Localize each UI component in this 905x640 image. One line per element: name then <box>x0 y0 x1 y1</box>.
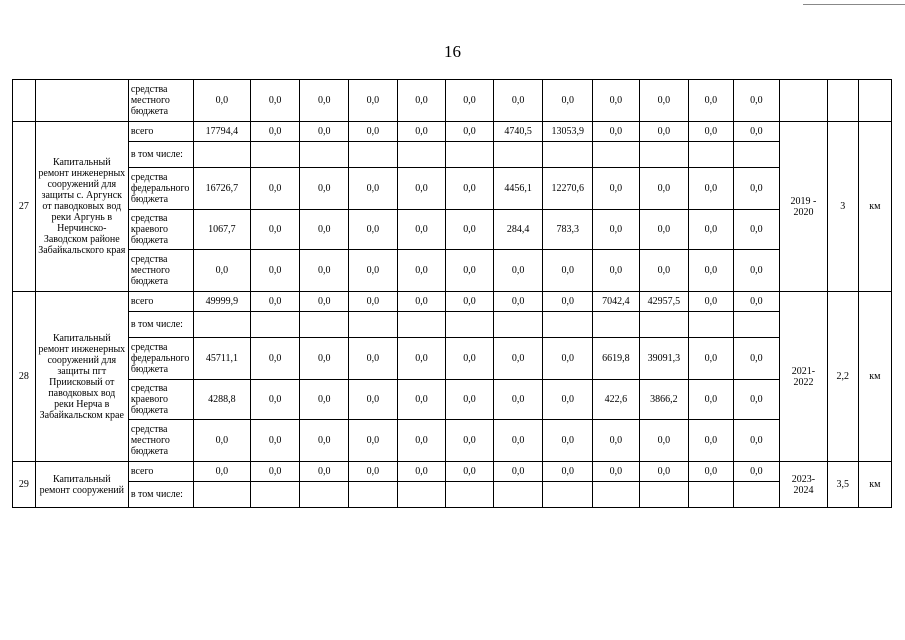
value-cell <box>349 312 398 338</box>
top-rule <box>803 4 905 5</box>
source-cell: средства местного бюджета <box>128 80 193 122</box>
value-cell: 0,0 <box>733 380 780 420</box>
value-cell: 0,0 <box>349 80 398 122</box>
value-cell <box>493 142 543 168</box>
value-cell: 0,0 <box>397 250 446 292</box>
value-cell <box>397 142 446 168</box>
value-cell: 284,4 <box>493 210 543 250</box>
value-cell: 0,0 <box>250 420 300 462</box>
value-cell: 0,0 <box>639 210 689 250</box>
value-cell <box>300 142 349 168</box>
table-row <box>13 338 892 380</box>
value-cell: 0,0 <box>543 420 593 462</box>
value-cell: 0,0 <box>543 250 593 292</box>
value-cell: 0,0 <box>593 420 640 462</box>
value-cell: 0,0 <box>349 380 398 420</box>
value-cell <box>733 312 780 338</box>
project-unit: км <box>858 462 891 508</box>
value-cell <box>689 312 733 338</box>
source-cell: в том числе: <box>128 312 193 338</box>
value-cell: 0,0 <box>689 462 733 482</box>
value-cell: 0,0 <box>493 292 543 312</box>
value-cell <box>639 312 689 338</box>
project-years: 2019 - 2020 <box>780 122 828 292</box>
value-cell: 0,0 <box>733 210 780 250</box>
value-cell: 0,0 <box>193 462 250 482</box>
value-cell: 17794,4 <box>193 122 250 142</box>
value-cell: 0,0 <box>250 80 300 122</box>
value-cell: 45711,1 <box>193 338 250 380</box>
value-cell <box>446 482 494 508</box>
value-cell <box>446 142 494 168</box>
value-cell <box>543 312 593 338</box>
value-cell: 42957,5 <box>639 292 689 312</box>
value-cell: 0,0 <box>446 168 494 210</box>
value-cell <box>250 312 300 338</box>
value-cell: 0,0 <box>446 210 494 250</box>
value-cell: 0,0 <box>543 462 593 482</box>
project-unit: км <box>858 122 891 292</box>
table-row <box>13 142 892 168</box>
value-cell <box>250 142 300 168</box>
value-cell: 0,0 <box>397 122 446 142</box>
value-cell: 12270,6 <box>543 168 593 210</box>
value-cell: 0,0 <box>446 122 494 142</box>
value-cell <box>300 482 349 508</box>
project-years: 2021-2022 <box>780 292 828 462</box>
value-cell: 0,0 <box>593 210 640 250</box>
value-cell: 0,0 <box>593 250 640 292</box>
source-cell: в том числе: <box>128 482 193 508</box>
table-row <box>13 210 892 250</box>
value-cell <box>193 312 250 338</box>
value-cell: 6619,8 <box>593 338 640 380</box>
table-row <box>13 462 892 482</box>
value-cell: 49999,9 <box>193 292 250 312</box>
value-cell: 0,0 <box>493 462 543 482</box>
value-cell: 0,0 <box>689 250 733 292</box>
value-cell <box>593 142 640 168</box>
value-cell: 0,0 <box>300 122 349 142</box>
value-cell: 0,0 <box>349 250 398 292</box>
value-cell: 0,0 <box>397 380 446 420</box>
value-cell: 0,0 <box>397 338 446 380</box>
value-cell: 0,0 <box>446 250 494 292</box>
page-number: 16 <box>444 42 461 61</box>
value-cell: 0,0 <box>193 80 250 122</box>
value-cell: 0,0 <box>733 122 780 142</box>
value-cell: 0,0 <box>493 250 543 292</box>
value-cell: 7042,4 <box>593 292 640 312</box>
budget-table <box>12 79 892 508</box>
value-cell <box>300 312 349 338</box>
project-name: Капитальный ремонт инженерных сооружений для защиты с. Аргунск от паводковых вод реки Аргунь в Нерчинско-Заводском районе Забайкальского края <box>35 122 128 292</box>
value-cell: 4288,8 <box>193 380 250 420</box>
value-cell: 0,0 <box>300 80 349 122</box>
value-cell: 0,0 <box>446 80 494 122</box>
value-cell: 0,0 <box>733 420 780 462</box>
value-cell: 0,0 <box>689 380 733 420</box>
value-cell: 0,0 <box>193 420 250 462</box>
source-cell: средства федерального бюджета <box>128 338 193 380</box>
project-number: 29 <box>13 462 36 508</box>
project-length: 3 <box>827 122 858 292</box>
project-length: 3,5 <box>827 462 858 508</box>
value-cell <box>543 482 593 508</box>
value-cell: 0,0 <box>493 420 543 462</box>
table-row <box>13 420 892 462</box>
value-cell: 0,0 <box>689 210 733 250</box>
value-cell <box>250 482 300 508</box>
value-cell: 0,0 <box>397 292 446 312</box>
value-cell <box>446 312 494 338</box>
value-cell: 0,0 <box>300 338 349 380</box>
value-cell <box>397 482 446 508</box>
value-cell: 0,0 <box>639 420 689 462</box>
value-cell: 0,0 <box>397 168 446 210</box>
project-number: 27 <box>13 122 36 292</box>
value-cell: 0,0 <box>639 80 689 122</box>
value-cell <box>733 142 780 168</box>
table-row <box>13 250 892 292</box>
table-row <box>13 122 892 142</box>
value-cell <box>593 482 640 508</box>
source-cell: всего <box>128 122 193 142</box>
value-cell: 4740,5 <box>493 122 543 142</box>
blank-cell <box>780 80 828 122</box>
source-cell: средства краевого бюджета <box>128 380 193 420</box>
value-cell <box>689 142 733 168</box>
value-cell: 0,0 <box>300 380 349 420</box>
value-cell: 39091,3 <box>639 338 689 380</box>
project-years: 2023-2024 <box>780 462 828 508</box>
value-cell: 0,0 <box>446 380 494 420</box>
value-cell: 0,0 <box>300 462 349 482</box>
value-cell: 0,0 <box>300 420 349 462</box>
value-cell: 0,0 <box>397 462 446 482</box>
value-cell: 0,0 <box>689 168 733 210</box>
source-cell: средства местного бюджета <box>128 420 193 462</box>
value-cell <box>639 482 689 508</box>
value-cell: 0,0 <box>733 462 780 482</box>
blank-cell <box>13 80 36 122</box>
source-cell: всего <box>128 462 193 482</box>
source-cell: средства федерального бюджета <box>128 168 193 210</box>
value-cell <box>543 142 593 168</box>
value-cell: 0,0 <box>593 168 640 210</box>
value-cell: 0,0 <box>733 80 780 122</box>
value-cell <box>349 142 398 168</box>
value-cell: 0,0 <box>593 122 640 142</box>
value-cell: 0,0 <box>543 80 593 122</box>
value-cell: 0,0 <box>733 250 780 292</box>
source-cell: средства местного бюджета <box>128 250 193 292</box>
project-name: Капитальный ремонт сооружений <box>35 462 128 508</box>
value-cell: 0,0 <box>250 292 300 312</box>
source-cell: в том числе: <box>128 142 193 168</box>
value-cell <box>689 482 733 508</box>
value-cell <box>349 482 398 508</box>
value-cell <box>733 482 780 508</box>
value-cell: 0,0 <box>446 420 494 462</box>
value-cell <box>593 312 640 338</box>
source-cell: всего <box>128 292 193 312</box>
table-row <box>13 380 892 420</box>
value-cell: 0,0 <box>300 250 349 292</box>
value-cell: 0,0 <box>493 80 543 122</box>
value-cell: 0,0 <box>689 338 733 380</box>
project-name: Капитальный ремонт инженерных сооружений для защиты пгт Приисковый от паводковых вод реки Нерча в Забайкальском крае <box>35 292 128 462</box>
project-unit: км <box>858 292 891 462</box>
value-cell: 4456,1 <box>493 168 543 210</box>
value-cell <box>493 312 543 338</box>
value-cell: 0,0 <box>250 122 300 142</box>
value-cell <box>193 482 250 508</box>
value-cell: 0,0 <box>300 210 349 250</box>
value-cell: 0,0 <box>733 338 780 380</box>
blank-cell <box>35 80 128 122</box>
value-cell: 0,0 <box>250 168 300 210</box>
value-cell: 0,0 <box>250 210 300 250</box>
value-cell: 0,0 <box>349 168 398 210</box>
table-row <box>13 168 892 210</box>
value-cell: 0,0 <box>349 420 398 462</box>
value-cell: 0,0 <box>250 462 300 482</box>
value-cell: 0,0 <box>543 338 593 380</box>
value-cell: 0,0 <box>349 338 398 380</box>
value-cell: 422,6 <box>593 380 640 420</box>
value-cell: 16726,7 <box>193 168 250 210</box>
value-cell: 0,0 <box>593 80 640 122</box>
table-row <box>13 482 892 508</box>
value-cell: 0,0 <box>250 250 300 292</box>
value-cell: 0,0 <box>639 250 689 292</box>
value-cell: 0,0 <box>250 338 300 380</box>
value-cell: 0,0 <box>349 462 398 482</box>
value-cell: 0,0 <box>397 420 446 462</box>
value-cell: 0,0 <box>397 210 446 250</box>
project-length: 2,2 <box>827 292 858 462</box>
table-row <box>13 292 892 312</box>
value-cell: 0,0 <box>733 292 780 312</box>
value-cell <box>193 142 250 168</box>
table-row <box>13 312 892 338</box>
blank-cell <box>827 80 858 122</box>
value-cell: 0,0 <box>446 462 494 482</box>
value-cell: 0,0 <box>689 80 733 122</box>
value-cell: 0,0 <box>250 380 300 420</box>
value-cell: 0,0 <box>300 292 349 312</box>
value-cell: 783,3 <box>543 210 593 250</box>
value-cell: 0,0 <box>639 122 689 142</box>
blank-cell <box>858 80 891 122</box>
value-cell: 0,0 <box>493 338 543 380</box>
value-cell <box>397 312 446 338</box>
value-cell: 0,0 <box>349 122 398 142</box>
value-cell: 0,0 <box>543 292 593 312</box>
value-cell: 0,0 <box>493 380 543 420</box>
value-cell: 0,0 <box>300 168 349 210</box>
value-cell: 0,0 <box>639 462 689 482</box>
value-cell: 0,0 <box>446 292 494 312</box>
table-row <box>13 80 892 122</box>
value-cell: 0,0 <box>543 380 593 420</box>
project-number: 28 <box>13 292 36 462</box>
value-cell: 0,0 <box>397 80 446 122</box>
value-cell: 0,0 <box>349 292 398 312</box>
source-cell: средства краевого бюджета <box>128 210 193 250</box>
value-cell: 3866,2 <box>639 380 689 420</box>
value-cell: 13053,9 <box>543 122 593 142</box>
value-cell: 0,0 <box>193 250 250 292</box>
value-cell: 0,0 <box>639 168 689 210</box>
value-cell: 0,0 <box>593 462 640 482</box>
value-cell: 0,0 <box>689 122 733 142</box>
value-cell: 1067,7 <box>193 210 250 250</box>
value-cell: 0,0 <box>689 420 733 462</box>
value-cell: 0,0 <box>446 338 494 380</box>
value-cell <box>493 482 543 508</box>
value-cell: 0,0 <box>349 210 398 250</box>
value-cell: 0,0 <box>689 292 733 312</box>
value-cell: 0,0 <box>733 168 780 210</box>
value-cell <box>639 142 689 168</box>
